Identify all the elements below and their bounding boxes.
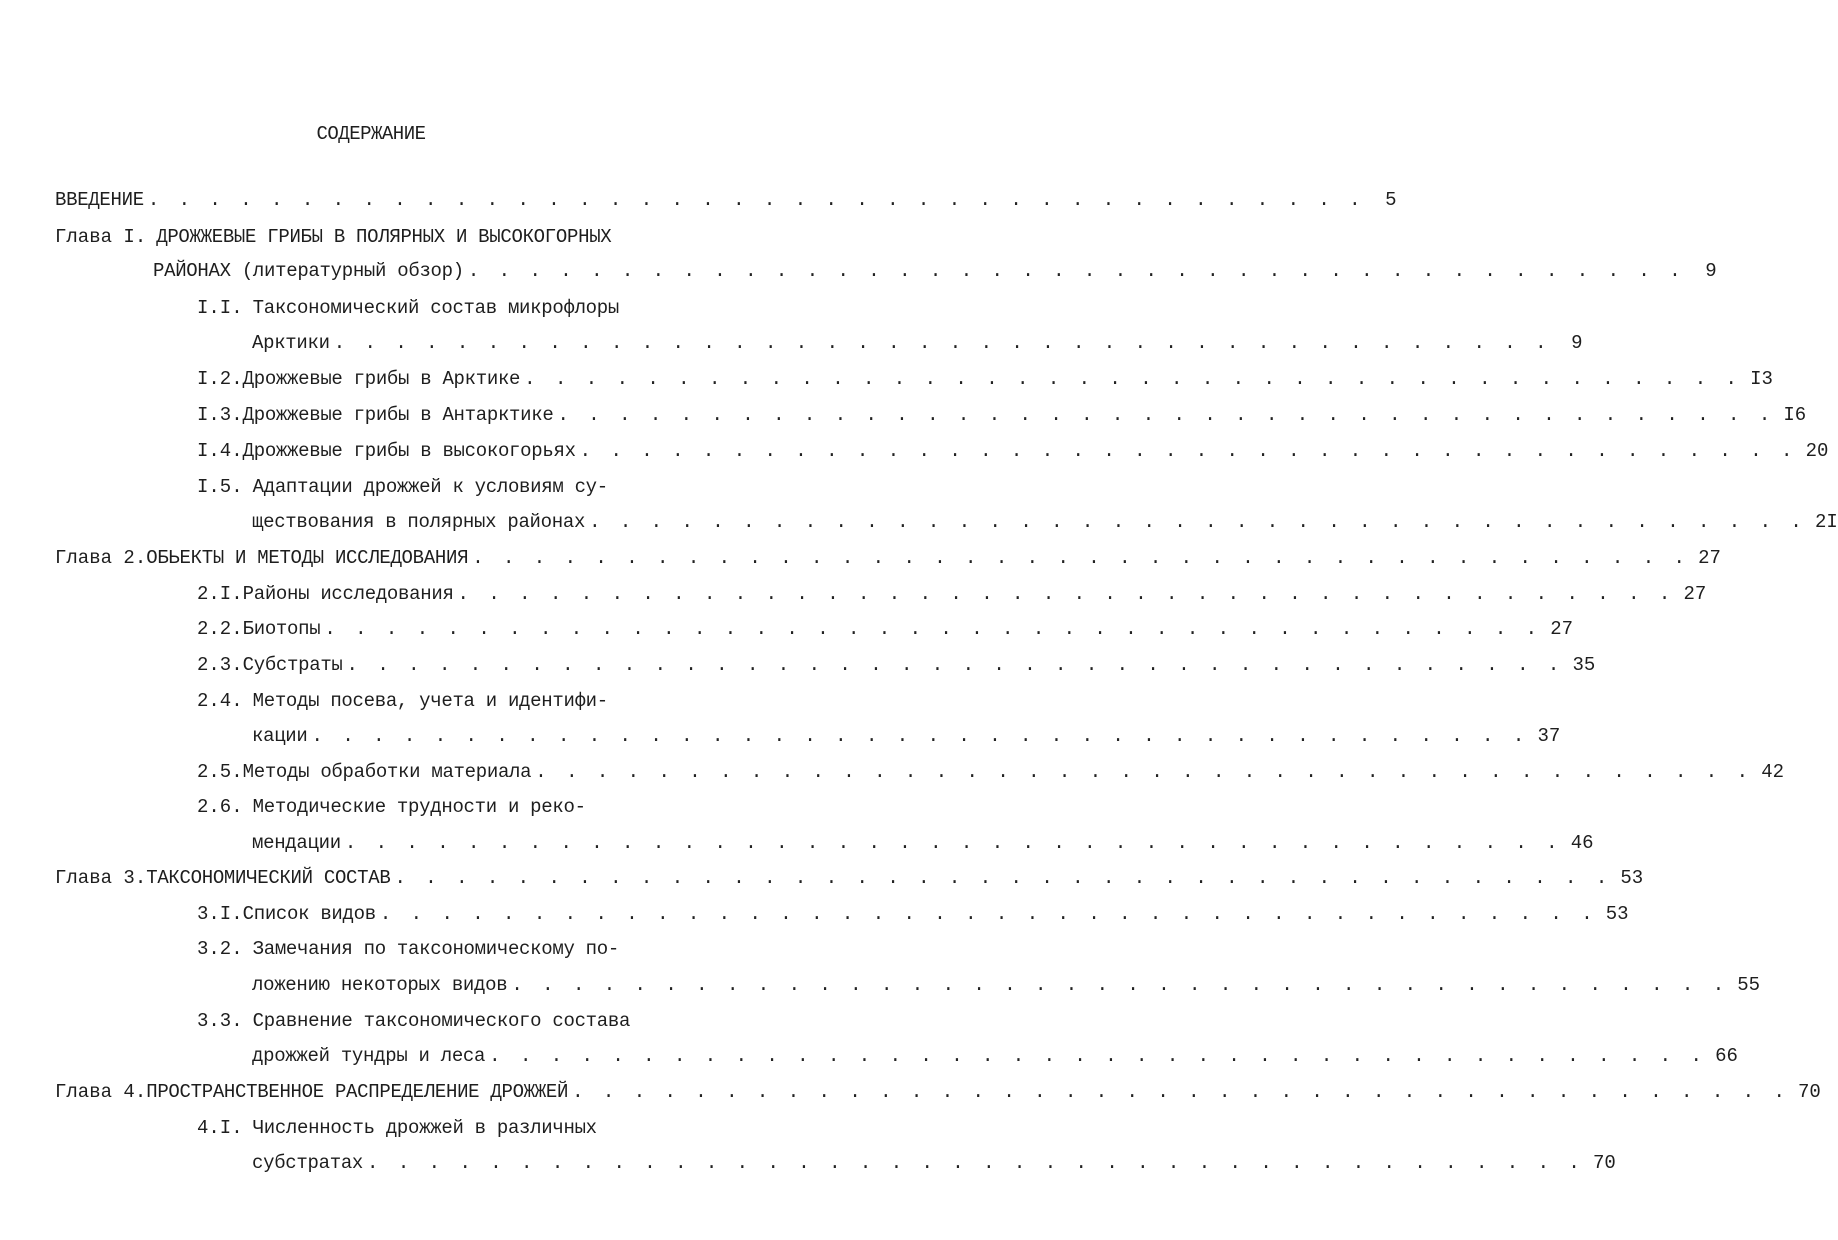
toc-page-number: 20: [1805, 440, 1829, 462]
toc-entry-text: РАЙОНАХ (литературный обзор): [153, 260, 464, 282]
toc-leader-dots: . . . . . . . . . . . . . . . . . . . . . . . . . . . . . . . . . . . . . . . .: [579, 440, 1797, 462]
toc-entry: [197, 474, 608, 500]
toc-entry: [252, 1150, 1616, 1176]
toc-entry-text: Методические трудности и реко-: [252, 796, 586, 818]
toc-leader-dots: . . . . . . . . . . . . . . . . . . . . . . . . . . . . . . . . . . . . . . . .: [311, 725, 1529, 747]
toc-page-number: 2I: [1815, 511, 1838, 533]
toc-entry-text: Субстраты: [242, 654, 343, 676]
toc-entry-text: мендации: [252, 832, 341, 854]
toc-entry: [197, 901, 1629, 927]
toc-entry: [55, 1079, 1821, 1105]
toc-leader-dots: . . . . . . . . . . . . . . . . . . . . . . . . . . . . . . . . . . . . . . . .: [367, 1152, 1584, 1174]
toc-page-number: 46: [1570, 832, 1594, 854]
toc-entry-number: I.2.: [197, 368, 243, 390]
toc-leader-dots: . . . . . . . . . . . . . . . . . . . . . . . . . . . . . . . . . . . . . . . .: [535, 761, 1753, 783]
toc-entry: [55, 865, 1644, 891]
toc-entry: [252, 723, 1561, 749]
toc-leader-dots: . . . . . . . . . . . . . . . . . . . . . . . . . . . . . . . . . . . . . . . .: [457, 583, 1675, 605]
toc-leader-dots: . . . . . . . . . . . . . . . . . . . . . . . . . . . . . . . . . . . . . . . .: [394, 867, 1612, 889]
toc-entry-number: 2.5.: [197, 761, 243, 783]
toc-entry-text: Список видов: [242, 903, 376, 925]
toc-entry-text: ложению некоторых видов: [252, 974, 508, 996]
toc-entry: [197, 581, 1707, 607]
toc-entry: [252, 1043, 1738, 1069]
toc-leader-dots: . . . . . . . . . . . . . . . . . . . . . . . . . . . . . . . . . . . . . . . .: [346, 654, 1564, 676]
toc-entry-text: Арктики: [252, 332, 330, 354]
toc-entry-text: Районы исследования: [242, 583, 454, 605]
toc-page-number: 27: [1698, 547, 1721, 569]
toc-page-number: 55: [1737, 974, 1761, 996]
toc-entry-number: 2.4.: [197, 690, 243, 712]
toc-entry-number: 4.I.: [197, 1117, 243, 1139]
toc-page-number: 27: [1683, 583, 1707, 605]
toc-page-number: 9: [1571, 332, 1583, 354]
toc-entry-text: ВВЕДЕНИЕ: [55, 189, 144, 211]
toc-entry-text: ДРОЖЖЕВЫЕ ГРИБЫ В ПОЛЯРНЫХ И ВЫСОКОГОРНЫХ: [156, 226, 612, 248]
toc-entry-text: Таксономический состав микрофлоры: [252, 297, 619, 319]
toc-page-number: 70: [1798, 1081, 1821, 1103]
toc-leader-dots: . . . . . . . . . . . . . . . . . . . . . . . . . . . . . . . . . . . . . . . .: [379, 903, 1597, 925]
toc-entry-number: I.3.: [197, 404, 243, 426]
toc-page-number: 35: [1572, 654, 1596, 676]
toc-entry-number: 2.6.: [197, 796, 243, 818]
toc-page-number: 27: [1550, 618, 1574, 640]
toc-entry: [55, 545, 1721, 571]
toc-page-number: 9: [1705, 260, 1717, 282]
toc-entry-number: 2.2.: [197, 618, 243, 640]
toc-page-number: 66: [1715, 1045, 1738, 1067]
toc-page-number: 53: [1620, 867, 1644, 889]
toc-entry: [197, 1115, 597, 1141]
toc-page-number: 37: [1537, 725, 1561, 747]
toc-entry-text: кации: [252, 725, 308, 747]
toc-entry-text: дрожжей тундры и леса: [252, 1045, 486, 1067]
toc-entry-text: ОБЬЕКТЫ И МЕТОДЫ ИССЛЕДОВАНИЯ: [146, 547, 469, 569]
toc-entry: [197, 759, 1785, 785]
toc-entry-number: Глава 4.: [55, 1081, 147, 1103]
toc-entry-number: I.4.: [197, 440, 243, 462]
toc-leader-dots: . . . . . . . . . . . . . . . . . . . . . . . . . . . . . . . . . . . . . . . .: [324, 618, 1542, 640]
toc-entry-number: 3.3.: [197, 1010, 243, 1032]
toc-leader-dots: . . . . . . . . . . . . . . . . . . . . . . . . . . . . . . . . . . . . . . . .: [557, 404, 1775, 426]
toc-entry: [197, 1008, 630, 1034]
toc-entry: [197, 936, 619, 962]
toc-entry-number: 3.2.: [197, 938, 243, 960]
toc-entry: [252, 972, 1761, 998]
toc-entry: [197, 402, 1807, 428]
toc-entry-text: Биотопы: [242, 618, 321, 640]
toc-entry-text: Дрожжевые грибы в Антарктике: [242, 404, 554, 426]
toc-entry-number: I.I.: [197, 297, 243, 319]
toc-entry-text: ТАКСОНОМИЧЕСКИЙ СОСТАВ: [146, 867, 391, 889]
toc-entry: [55, 187, 1397, 213]
toc-entry: [153, 258, 1717, 284]
toc-entry: [252, 830, 1594, 856]
toc-leader-dots: . . . . . . . . . . . . . . . . . . . . . . . . . . . . . . . . . . . . . . . .: [472, 547, 1689, 569]
toc-entry: [197, 616, 1574, 642]
toc-entry-text: ществования в полярных районах: [252, 511, 586, 533]
toc-leader-dots: . . . . . . . . . . . . . . . . . . . . . . . . . . . . . . . . . . . . . . . .: [467, 260, 1685, 282]
toc-entry-number: Глава 3.: [55, 867, 147, 889]
toc-entry-number: 2.3.: [197, 654, 243, 676]
toc-entry: [252, 509, 1838, 535]
toc-entry-text: ПРОСТРАНСТВЕННОЕ РАСПРЕДЕЛЕНИЕ ДРОЖЖЕЙ: [146, 1081, 569, 1103]
toc-entry: [197, 366, 1773, 392]
toc-page-number: 5: [1385, 189, 1397, 211]
toc-entry-text: Методы обработки материала: [242, 761, 532, 783]
toc-entry-text: Сравнение таксономического состава: [252, 1010, 631, 1032]
toc-entry-text: субстратах: [252, 1152, 364, 1174]
toc-entry-number: 3.I.: [197, 903, 243, 925]
toc-entry-text: Методы посева, учета и идентифи-: [252, 690, 608, 712]
toc-leader-dots: . . . . . . . . . . . . . . . . . . . . . . . . . . . . . . . . . . . . . . . .: [589, 511, 1806, 533]
toc-page-number: I6: [1783, 404, 1807, 426]
toc-page-number: I3: [1750, 368, 1773, 390]
toc-entry: [197, 688, 608, 714]
toc-leader-dots: . . . . . . . . . . . . . . . . . . . . . . . . . . . . . . . . . . . . . . . .: [572, 1081, 1789, 1103]
toc-leader-dots: . . . . . . . . . . . . . . . . . . . . . . . . . . . . . . . . . . . . . . . .: [344, 832, 1562, 854]
toc-page-number: 42: [1761, 761, 1785, 783]
toc-entry: [197, 794, 586, 820]
toc-entry-text: Адаптации дрожжей к условиям су-: [252, 476, 608, 498]
toc-leader-dots: . . . . . . . . . . . . . . . . . . . . . . . . . . . . . . . . . . . . . . . .: [489, 1045, 1706, 1067]
toc-entry: [197, 295, 619, 321]
toc-entry-number: Глава I.: [55, 226, 147, 248]
toc-leader-dots: . . . . . . . . . . . . . . . . . . . . . . . . . . . . . . . . . . . . . . . .: [333, 332, 1551, 354]
toc-leader-dots: . . . . . . . . . . . . . . . . . . . . . . . . . . . . . . . . . . . . . . . .: [524, 368, 1741, 390]
toc-entry-text: Дрожжевые грибы в высокогорьях: [242, 440, 576, 462]
toc-entry: [252, 330, 1583, 356]
toc-entry: [197, 652, 1596, 678]
toc-page-number: 53: [1605, 903, 1629, 925]
toc-leader-dots: . . . . . . . . . . . . . . . . . . . . . . . . . . . . . . . . . . . . . . . .: [511, 974, 1729, 996]
toc-entry-number: 2.I.: [197, 583, 243, 605]
toc-leader-dots: . . . . . . . . . . . . . . . . . . . . . . . . . . . . . . . . . . . . . . . .: [147, 189, 1365, 211]
toc-page-number: 70: [1592, 1152, 1616, 1174]
toc-entry-number: Глава 2.: [55, 547, 147, 569]
page-title: СОДЕРЖАНИЕ: [316, 123, 426, 145]
toc-entry-text: Численность дрожжей в различных: [252, 1117, 597, 1139]
toc-entry-number: I.5.: [197, 476, 243, 498]
toc-entry-text: Замечания по таксономическому по-: [252, 938, 619, 960]
toc-entry-text: Дрожжевые грибы в Арктике: [242, 368, 521, 390]
toc-entry: [197, 438, 1829, 464]
toc-entry: [55, 224, 611, 250]
